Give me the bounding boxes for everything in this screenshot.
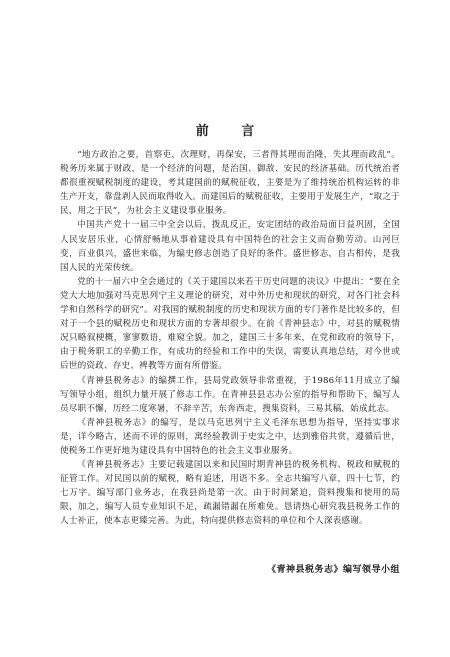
- paragraph-5: 《青神县税务志》的编写，是以马克思列宁主义毛泽东思想为指导，坚持实事求是，详今略古，述而不评的原则，寓经验教训于史实之中，达到雅俗共赏，遵循后世，使税务工作更好地为建设具有中国特色的社会主义事业服务。: [60, 417, 400, 456]
- signature: 《青神县税务志》编写领导小组: [266, 565, 400, 575]
- page-title: 前 言: [195, 124, 269, 139]
- paragraph-1: “地方政治之要，首察吏，次理财，再保安，三者得其理而治隆，失其理而政乱”。税务历来属于财政，是一个经济的问题，是治国、御敌、安民的经济基础。历代统治者都很重视赋税制度的建设，考其建国前的赋税征收，主要是为了维持统治机构运转的非生产开支，靠盘剥人民而取得收入。而建国后的赋税征收，主要用于发展生产，“取之于民，用之于民”，为社会主义建设事业服务。: [60, 150, 400, 217]
- paragraph-6: 《青神县税务志》主要记载建国以来和民国时期青神县的税务机构、税政和赋税的征管工作。对民国以前的赋税，略有追述，用语不多。全志共编写八章，四十七节，约七万字。编写部门业务志，在我县尚是第一次。由于时间紧迫，资料搜集和使用的局限，加之，编写人员专业知识不足，疏漏错漏在所难免。恳请热心研究我县税务工作的人士补正，使本志更臻完善。为此，特向提供修志资料的单位和个人深表感谢。: [60, 460, 400, 527]
- paragraph-4: 《青神县税务志》的编撰工作，县局党政领导非常重视，于1986年11月成立了编写领导小组，组织力量开展了修志工作。在青神县县志办公室的指导和帮助下，编写人员尽职不懈，历经二度寒暑，不辞辛苦，东奔西走，搜集资料，三易其稿，始成此志。: [60, 375, 400, 414]
- preface-body: [60, 148, 400, 529]
- paragraph-3: 党的十一届六中全会通过的《关于建国以来若干历史问题的决议》中提出：“要在全党大大地加强对马克思列宁主义理论的研究，对中外历史和现状的研究，对各门社会科学和自然科学的研究”。对我国的赋税制度的历史和现状方面的专门著作是比较多的，但对于一个县的赋税历史和现状方面的专著却很少。在前《青神县志》中，对县的赋税情况只略叙梗概，寥寥数语，难窥全貌。加之，建国三十多年来，在党和政府的领导下，由于税务职工的辛勤工作，有成功的经验和工作中的失误，需要认真地总结，对今世或后世的资政、存史、裨教等方面有所借鉴。: [60, 276, 400, 372]
- paragraph-2: 中国共产党十一届三中全会以后，拨乱反正，安定团结的政治局面日益巩固，全国人民安居乐业，心情舒畅地从事着建设具有中国特色的社会主义而奋勤劳动。山河巨变，百业俱兴，盛世来临，为编史修志创造了良好的条件。盛世修志，自古相传，是我国人民的光荣传统。: [60, 220, 400, 273]
